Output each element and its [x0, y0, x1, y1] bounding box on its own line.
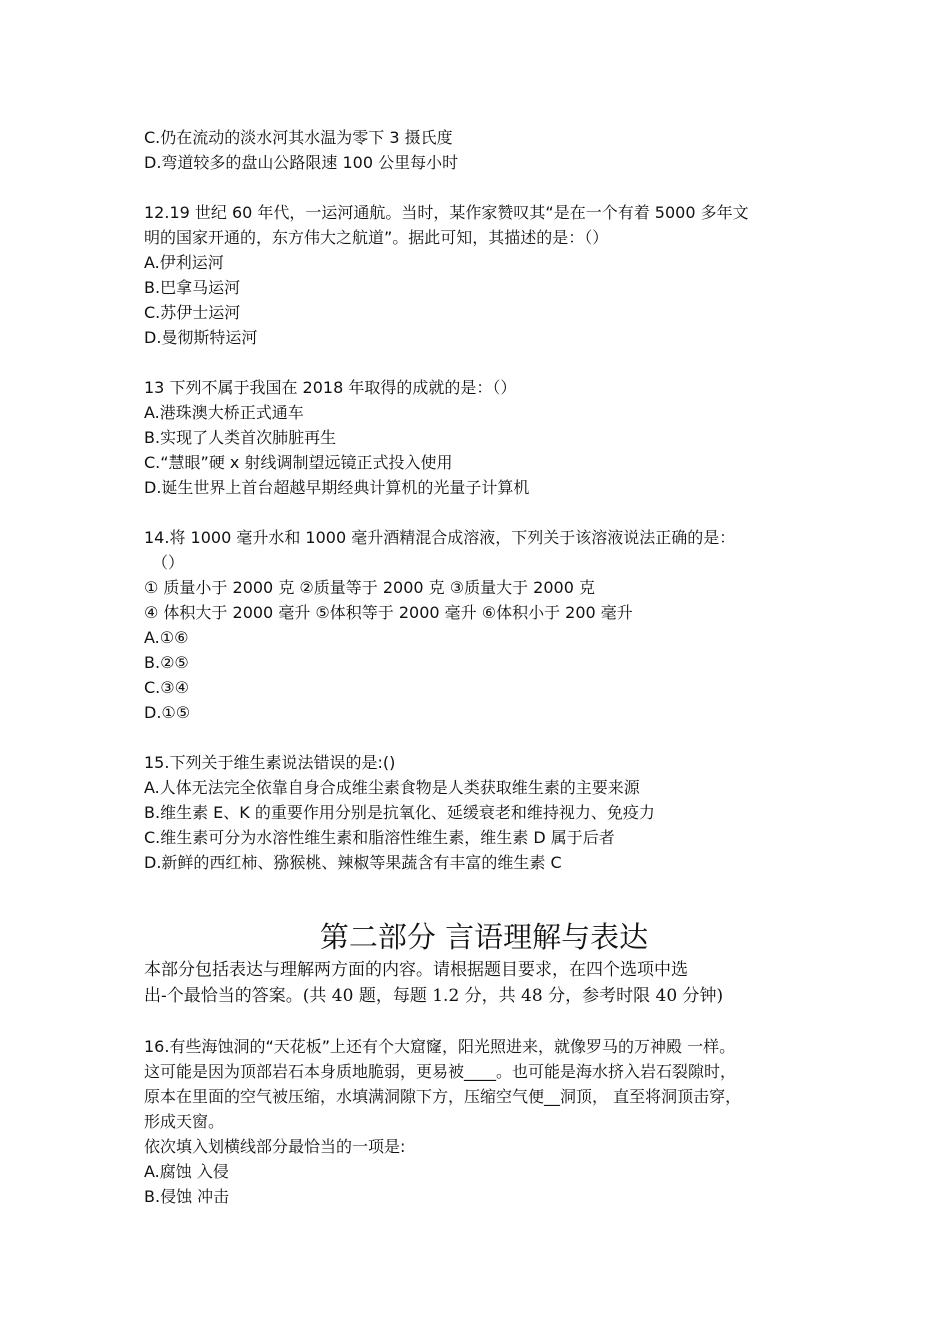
question-stem-line: 形成天窗。	[144, 1112, 225, 1131]
question-stem-line: 原本在里面的空气被压缩，水填满洞隙下方，压缩空气便__洞顶， 直至将洞顶击穿，	[144, 1087, 742, 1106]
option-c: C.③④	[144, 678, 189, 697]
option-a: A.伊利运河	[144, 253, 224, 272]
question-15	[144, 750, 824, 875]
option-a: A.腐蚀 入侵	[144, 1162, 229, 1181]
question-stem-line: 13 下列不属于我国在 2018 年取得的成就的是：（）	[144, 378, 517, 397]
question-instruction: 依次填入划横线部分最恰当的一项是:	[144, 1137, 406, 1156]
statement-line: ① 质量小于 2000 克 ②质量等于 2000 克 ③质量大于 2000 克	[144, 578, 595, 597]
option-c: C.苏伊士运河	[144, 303, 241, 322]
option-c: C.维生素可分为水溶性维生素和脂溶性维生素，维生素 D 属于后者	[144, 828, 615, 847]
question-12	[144, 200, 824, 350]
section-intro-line: 本部分包括表达与理解两方面的内容。请根据题目要求，在四个选项中选	[144, 960, 688, 980]
option-b: B.②⑤	[144, 653, 189, 672]
option-a: A.港珠澳大桥正式通车	[144, 403, 304, 422]
statement-line: ④ 体积大于 2000 毫升 ⑤体积等于 2000 毫升 ⑥体积小于 200 毫升	[144, 603, 633, 622]
question-11-options	[144, 125, 824, 175]
option-b: B.维生素 E、K 的重要作用分别是抗氧化、延缓衰老和维持视力、免疫力	[144, 803, 655, 822]
document-content	[144, 125, 824, 1209]
question-stem-line: 15.下列关于维生素说法错误的是:()	[144, 753, 396, 772]
option-d: D.弯道较多的盘山公路限速 100 公里每小时	[144, 153, 459, 172]
question-stem-line: 12.19 世纪 60 年代，一运河通航。当时，某作家赞叹其“是在一个有着 5000 多年文	[144, 203, 749, 222]
option-a: A.人体无法完全依靠自身合成维尘素食物是人类获取维生素的主要来源	[144, 778, 640, 797]
option-c: C.仍在流动的淡水河其水温为零下 3 摄氏度	[144, 128, 453, 147]
section-intro-line: 出-个最恰当的答案。(共 40 题，每题 1.2 分，共 48 分，参考时限 40 分钟)	[144, 986, 724, 1006]
option-d: D.新鲜的西红柿、猕猴桃、辣椒等果蔬含有丰富的维生素 C	[144, 853, 562, 872]
part-2-section	[144, 917, 824, 1009]
question-14	[144, 525, 824, 725]
option-b: B.侵蚀 冲击	[144, 1187, 230, 1206]
option-d: D.诞生世界上首台超越早期经典计算机的光量子计算机	[144, 478, 530, 497]
question-stem-line: 这可能是因为顶部岩石本身质地脆弱，更易被____。也可能是海水挤入岩石裂隙时，	[144, 1062, 737, 1081]
option-b: B.实现了人类首次肺脏再生	[144, 428, 337, 447]
question-stem-line: （）	[152, 553, 185, 572]
question-16	[144, 1034, 824, 1209]
option-c: C.“慧眼”硬 x 射线调制望远镜正式投入使用	[144, 453, 453, 472]
option-b: B.巴拿马运河	[144, 278, 241, 297]
question-13	[144, 375, 824, 500]
option-a: A.①⑥	[144, 628, 189, 647]
option-d: D.曼彻斯特运河	[144, 328, 258, 347]
question-stem-line: 14.将 1000 毫升水和 1000 毫升酒精混合成溶液，下列关于该溶液说法正确的是：	[144, 528, 736, 547]
question-stem-line: 16.有些海蚀洞的“天花板”上还有个大窟窿，阳光照进来，就像罗马的万神殿 一样。	[144, 1037, 736, 1056]
question-stem-line: 明的国家开通的，东方伟大之航道”。据此可知，其描述的是：（）	[144, 228, 609, 247]
section-title: 第二部分 言语理解与表达	[319, 920, 649, 954]
option-d: D.①⑤	[144, 703, 191, 722]
